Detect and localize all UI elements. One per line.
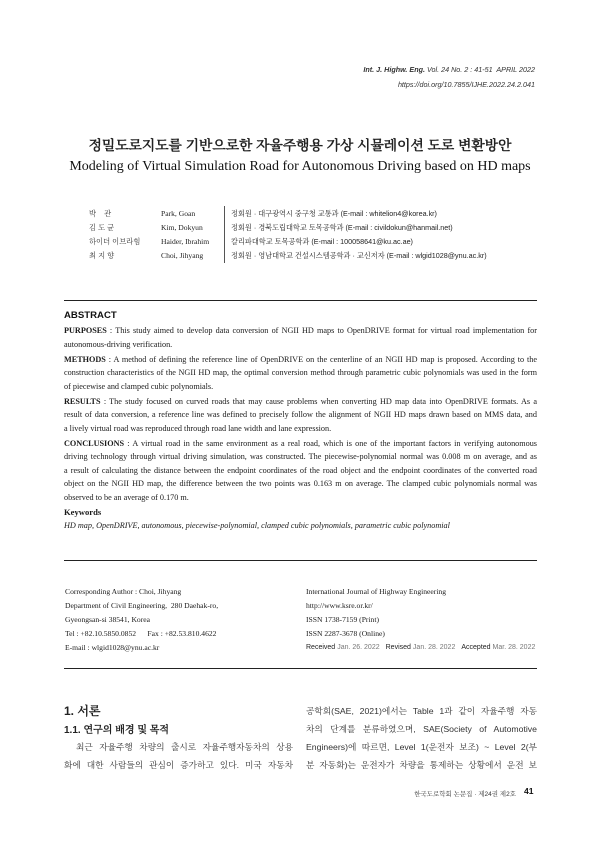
section-heading: 1. 서론 bbox=[64, 704, 101, 718]
received-label: Received bbox=[306, 644, 336, 651]
abstract-line: a result of calculating the distance between the endpoint coordinates of the road object and the endpoint coordinates of the converted road bbox=[64, 465, 537, 475]
abstract-text: : This study aimed to develop data conversion of NGII HD maps to OpenDRIVE format for virtual road implementation for bbox=[106, 326, 537, 335]
author-affiliation: 칼리파대학교 토목공학과 (E-mail : 100058641@ku.ac.ae) bbox=[231, 237, 413, 246]
abstract-line: observed to be an average of 0.170 m. bbox=[64, 492, 189, 502]
title-english: Modeling of Virtual Simulation Road for Autonomous Driving based on HD maps bbox=[69, 159, 531, 174]
corresponding-author-phone: Tel : +82.10.5850.0852 Fax : +82.53.810.4622 bbox=[65, 629, 217, 638]
abstract-conclusions bbox=[64, 437, 537, 505]
corresponding-author-department: Department of Civil Engineering, 280 Daehak-ro, bbox=[65, 601, 219, 610]
author-affiliation: 정회원 · 대구광역시 중구청 교통과 (E-mail : whitelion4@korea.kr) bbox=[231, 209, 437, 218]
footer-journal-issue: 한국도로학회 논문집 · 제24권 제2호 bbox=[414, 791, 516, 798]
body-right-column bbox=[306, 702, 537, 774]
author-name-english: Choi, Jihyang bbox=[161, 251, 204, 260]
body-line: Engineers)에 따르면, Level 1(운전자 보조) ~ Level 2(부 bbox=[306, 742, 537, 752]
received-date: Jan. 26. 2022 bbox=[337, 644, 380, 651]
revised-date: Jan. 28. 2022 bbox=[412, 644, 456, 651]
journal-name: International Journal of Highway Engineering bbox=[306, 587, 447, 596]
section-label: CONCLUSIONS bbox=[64, 438, 125, 448]
corresponding-author-block bbox=[65, 585, 297, 655]
author-affiliation: 정회원 · 영남대학교 건설시스템공학과 · 교신저자 (E-mail : wlgid1028@ynu.ac.kr) bbox=[231, 251, 487, 260]
author-name-korean: 김 도 균 bbox=[89, 223, 115, 232]
abstract-line: of piecewise and clamped cubic polynomials. bbox=[64, 381, 214, 391]
journal-abbrev: Int. J. Highw. Eng. bbox=[363, 65, 425, 74]
author-column-divider bbox=[224, 206, 225, 263]
body-line: 차의 단계를 분류하였으며, SAE(Society of Automotive bbox=[306, 724, 537, 734]
doi-link[interactable]: https://doi.org/10.7855/IJHE.2022.24.2.041 bbox=[397, 80, 535, 89]
abstract-line bbox=[64, 353, 537, 367]
corresponding-author-name: Corresponding Author : Choi, Jihyang bbox=[65, 587, 182, 596]
accepted-label: Accepted bbox=[461, 644, 491, 651]
abstract-line: driving technology through virtual driving simulation, was constructed. The piecewise-polynomial normal was 0.008 m on average, and as bbox=[64, 452, 537, 461]
abstract-results bbox=[64, 395, 537, 436]
journal-info-block bbox=[306, 585, 538, 655]
author-row bbox=[0, 221, 600, 235]
author-name-korean: 최 지 향 bbox=[89, 251, 115, 260]
abstract-text: : A method of defining the reference line of OpenDRIVE on the centerline of an NGII HD map is proposed. According to the bbox=[105, 354, 537, 364]
abstract-heading: ABSTRACT bbox=[64, 310, 117, 321]
abstract-line bbox=[64, 437, 537, 451]
divider-bottom bbox=[64, 668, 537, 669]
abstract-body bbox=[64, 324, 537, 533]
author-row bbox=[0, 207, 600, 221]
author-row bbox=[0, 249, 600, 263]
title-korean: 정밀도로지도를 기반으로한 자율주행용 가상 시뮬레이션 도로 변환방안 bbox=[88, 138, 512, 153]
author-name-english: Kim, Dokyun bbox=[161, 223, 203, 232]
keywords-heading: Keywords bbox=[64, 506, 102, 517]
corresponding-author-city: Gyeongsan-si 38541, Korea bbox=[65, 615, 150, 624]
abstract-line bbox=[64, 395, 537, 409]
abstract-line bbox=[64, 324, 537, 338]
author-name-english: Park, Goan bbox=[161, 209, 196, 218]
abstract-text: : A virtual road in the same environment as a real road, which is one of the important factors in verifying autonomous bbox=[124, 438, 537, 448]
section-label: PURPOSES bbox=[64, 326, 107, 335]
issn-online: ISSN 2287-3678 (Online) bbox=[306, 629, 385, 638]
author-affiliation: 정회원 · 경북도립대학교 토목공학과 (E-mail : civildokun@hanmail.net) bbox=[231, 223, 453, 232]
abstract-line: autonomous-driving verification. bbox=[64, 339, 173, 349]
divider-middle bbox=[64, 560, 537, 561]
section-label: RESULTS bbox=[64, 396, 101, 406]
abstract-line: object on the NGII HD map, the difference between the two points was 0.163 m on average. The clamped cubic polynomials normal was bbox=[64, 479, 537, 488]
abstract-purposes bbox=[64, 324, 537, 351]
issue-info: Vol. 24 No. 2 : 41-51 APRIL 2022 bbox=[426, 65, 535, 74]
section-label: METHODS bbox=[64, 354, 106, 364]
author-list bbox=[0, 207, 600, 264]
abstract-line: a lively virtual road was reproduced through road lane width and lane expression. bbox=[64, 423, 332, 433]
author-name-korean: 박 관 bbox=[89, 209, 112, 218]
body-line: 공학회(SAE, 2021)에서는 Table 1과 같이 자율주행 자동 bbox=[306, 706, 537, 716]
author-row bbox=[0, 235, 600, 249]
submission-dates bbox=[306, 641, 538, 655]
body-line: 분 자동화)는 운전자가 차량을 통제하는 상황에서 운전 보 bbox=[306, 760, 537, 770]
page-number: 41 bbox=[524, 786, 534, 796]
subsection-heading: 1.1. 연구의 배경 및 목적 bbox=[64, 725, 170, 736]
body-line: 화에 대한 사람들의 관심이 증가하고 있다. 미국 자동차 bbox=[64, 760, 293, 770]
divider-top bbox=[64, 300, 537, 301]
accepted-date: Mar. 28. 2022 bbox=[492, 644, 536, 651]
author-name-english: Haider, Ibrahim bbox=[161, 237, 210, 246]
journal-website-link[interactable]: http://www.ksre.or.kr/ bbox=[306, 601, 373, 610]
body-line: 최근 자율주행 차량의 출시로 자율주행자동차의 상용 bbox=[76, 742, 293, 752]
journal-citation bbox=[363, 65, 535, 74]
issn-print: ISSN 1738-7159 (Print) bbox=[306, 615, 379, 624]
abstract-text: : The study focused on curved roads that may cause problems when converting HD map data into OpenDRIVE formats. As a bbox=[100, 396, 537, 406]
abstract-methods bbox=[64, 353, 537, 394]
author-name-korean: 하이더 이브라힘 bbox=[89, 237, 141, 246]
abstract-line: construction characteristics of the NGII HD map, the optimal conversion method through parametric cubic polynomials was used in the form bbox=[64, 368, 537, 377]
corresponding-author-email: E-mail : wlgid1028@ynu.ac.kr bbox=[65, 643, 160, 652]
body-left-column bbox=[64, 738, 293, 774]
abstract-line: result of data conversion, a reference line was defined to precisely follow the alignment of NGII HD maps drawn based on MMS data, and bbox=[64, 410, 537, 419]
keywords-list: HD map, OpenDRIVE, autonomous, piecewise-polynomial, clamped cubic polynomials, parametric cubic polynomial bbox=[64, 521, 450, 530]
revised-label: Revised bbox=[385, 644, 411, 651]
